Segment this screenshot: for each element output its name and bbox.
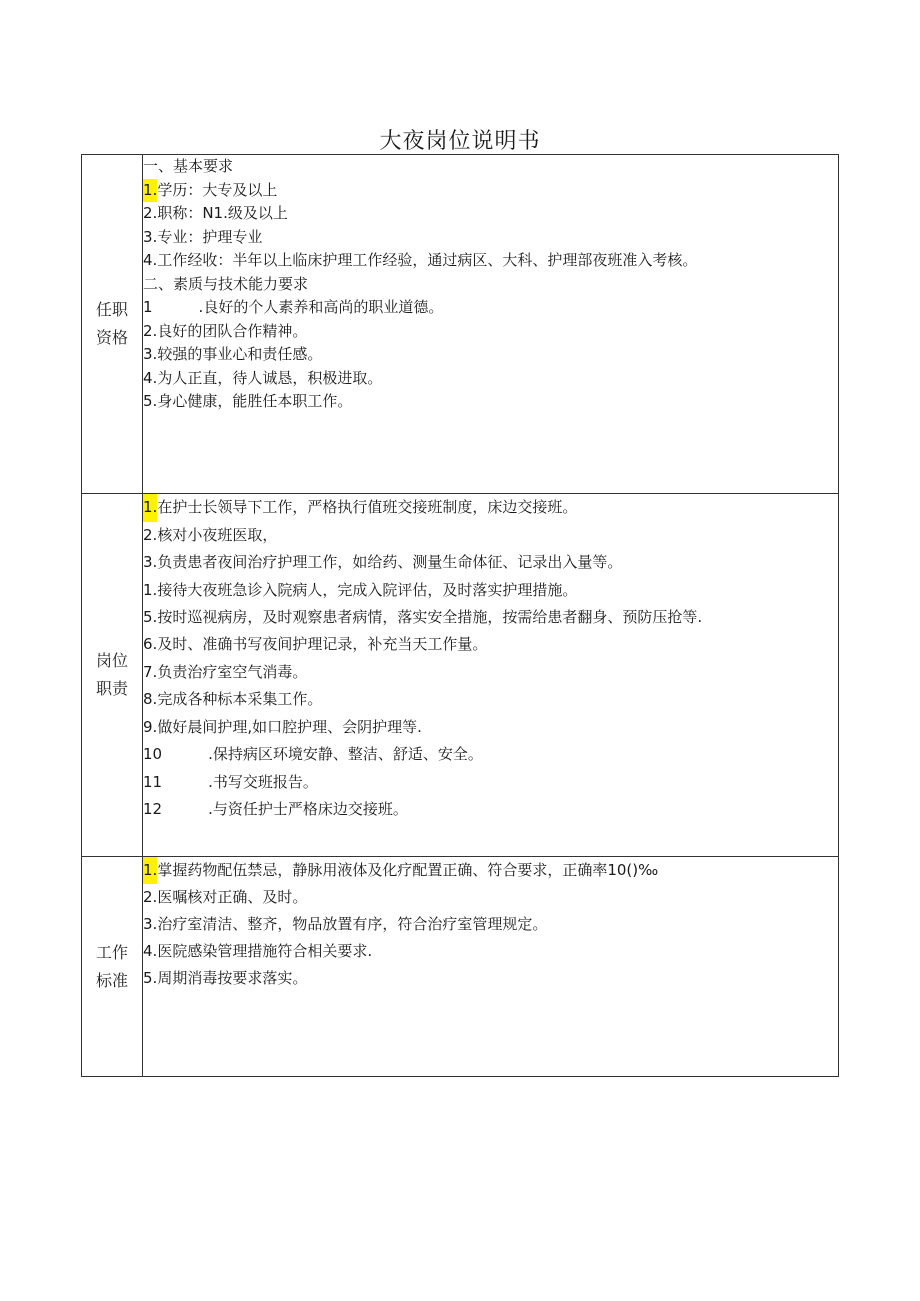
- item-number: 5.: [143, 969, 158, 987]
- item-number: 3.: [143, 553, 158, 571]
- section-label-line: 资格: [95, 328, 128, 347]
- item-text: 为人正直，待人诚恳，积极进取。: [157, 368, 383, 387]
- content-line: [143, 884, 838, 911]
- item-number: 1.: [143, 494, 157, 522]
- item-number: 11: [143, 772, 163, 791]
- item-text: 按时巡视病房，及时观察患者病情，落实安全措施，按需给患者翻身、预防压抢等.: [157, 608, 703, 626]
- content-line: [143, 494, 838, 522]
- item-text: 周期消毒按要求落实。: [157, 969, 308, 987]
- content-line: [143, 522, 838, 550]
- section-content: [143, 857, 839, 1077]
- content-line: [143, 202, 838, 226]
- section-label-line: 标准: [95, 970, 128, 990]
- section-label: [82, 494, 143, 857]
- item-number: 2.: [143, 525, 158, 544]
- section-row: [82, 155, 839, 494]
- content-line: [143, 577, 838, 605]
- item-text: .与资任护士严格床边交接班。: [208, 800, 408, 818]
- content-line: [143, 686, 838, 714]
- item-text: .书写交班报告。: [208, 772, 318, 791]
- section-label: [82, 155, 143, 494]
- content-line: [143, 714, 838, 742]
- section-row: [82, 857, 839, 1077]
- item-text: 身心健康，能胜任本职工作。: [157, 392, 353, 410]
- content-line: [143, 741, 838, 769]
- item-number: 1: [143, 298, 153, 316]
- section-row: [82, 494, 839, 857]
- item-text: 学历：大专及以上: [157, 180, 278, 199]
- item-number: 3.: [143, 915, 158, 933]
- content-line: [143, 911, 838, 938]
- content-line: [143, 273, 838, 297]
- item-text: 医院感染管理措施符合相关要求.: [157, 942, 373, 960]
- item-text: 一、基本要求: [143, 157, 234, 175]
- section-label-line: 职责: [95, 679, 128, 698]
- item-number: 7.: [143, 662, 158, 681]
- item-text: 核对小夜班医取，: [157, 525, 278, 544]
- item-text: 治疗室清洁、整齐，物品放置有序，符合治疗室管理规定。: [157, 915, 548, 933]
- content-line: [143, 965, 838, 992]
- item-number: 4.: [143, 368, 158, 387]
- content-line: [143, 296, 838, 320]
- section-content: [143, 155, 839, 494]
- item-text: .良好的个人素养和高尚的职业道德。: [198, 298, 444, 316]
- item-text: 负责治疗室空气消毒。: [157, 662, 308, 681]
- item-number: 5.: [143, 392, 158, 410]
- item-number: 5.: [143, 608, 158, 626]
- item-text: 完成各种标本采集工作。: [157, 690, 323, 708]
- content-line: [143, 938, 838, 965]
- item-number: 4.: [143, 251, 158, 269]
- section-label-line: 任职: [95, 300, 128, 319]
- content-line: [143, 604, 838, 631]
- content-line: [143, 796, 838, 824]
- item-number: 2.: [143, 888, 158, 906]
- item-number: 6.: [143, 635, 158, 653]
- item-number: 1.: [143, 857, 157, 884]
- item-number: 4.: [143, 942, 158, 960]
- content-line: [143, 226, 838, 250]
- job-description-table: [81, 154, 839, 1077]
- content-line: [143, 155, 838, 179]
- content-line: [143, 769, 838, 797]
- item-number: 12: [143, 800, 163, 818]
- item-number: 3.: [143, 345, 158, 363]
- item-text: 专业：护理专业: [157, 227, 263, 246]
- section-label: [82, 857, 143, 1077]
- item-text: 在护士长领导下工作，严格执行值班交接班制度，床边交接班。: [157, 498, 578, 516]
- item-number: 2.: [143, 204, 158, 222]
- item-number: 3.: [143, 227, 158, 246]
- item-number: 10: [143, 745, 163, 763]
- item-number: 9.: [143, 717, 158, 736]
- item-text: 较强的事业心和责任感。: [157, 345, 323, 363]
- content-line: [143, 659, 838, 687]
- item-text: 掌握药物配伍禁忌，静脉用液体及化疗配置正确、符合要求，正确率10()‰: [157, 861, 659, 879]
- item-text: 及时、准确书写夜间护理记录，补充当天工作量。: [157, 635, 488, 653]
- section-label-line: 工作: [95, 942, 128, 962]
- item-number: 1.: [143, 580, 158, 599]
- item-number: 1.: [143, 179, 157, 203]
- item-text: 二、素质与技术能力要求: [143, 274, 309, 293]
- section-label-line: 岗位: [95, 651, 128, 670]
- content-line: [143, 343, 838, 367]
- item-text: 职称：N1.级及以上: [157, 204, 288, 222]
- document-title: 大夜岗位说明书: [379, 129, 541, 154]
- item-text: 良好的团队合作精神。: [157, 321, 308, 340]
- content-line: [143, 390, 838, 414]
- content-line: [143, 367, 838, 391]
- content-line: [143, 631, 838, 659]
- content-line: [143, 549, 838, 577]
- item-text: .保持病区环境安静、整洁、舒适、安全。: [208, 745, 483, 763]
- content-line: [143, 857, 838, 884]
- section-content: [143, 494, 839, 857]
- content-line: [143, 320, 838, 344]
- item-number: 2.: [143, 321, 158, 340]
- item-text: 做好晨间护理,如口腔护理、会阴护理等.: [157, 717, 422, 736]
- item-text: 医嘱核对正确、及时。: [157, 888, 308, 906]
- item-text: 接待大夜班急诊入院病人，完成入院评估，及时落实护理措施。: [157, 580, 578, 599]
- item-text: 工作经收：半年以上临床护理工作经验，通过病区、大科、护理部夜班准入考核。: [157, 251, 698, 269]
- content-line: [143, 179, 838, 203]
- item-text: 负责患者夜间治疗护理工作，如给药、测量生命体征、记录出入量等。: [157, 553, 623, 571]
- item-number: 8.: [143, 690, 158, 708]
- content-line: [143, 249, 838, 273]
